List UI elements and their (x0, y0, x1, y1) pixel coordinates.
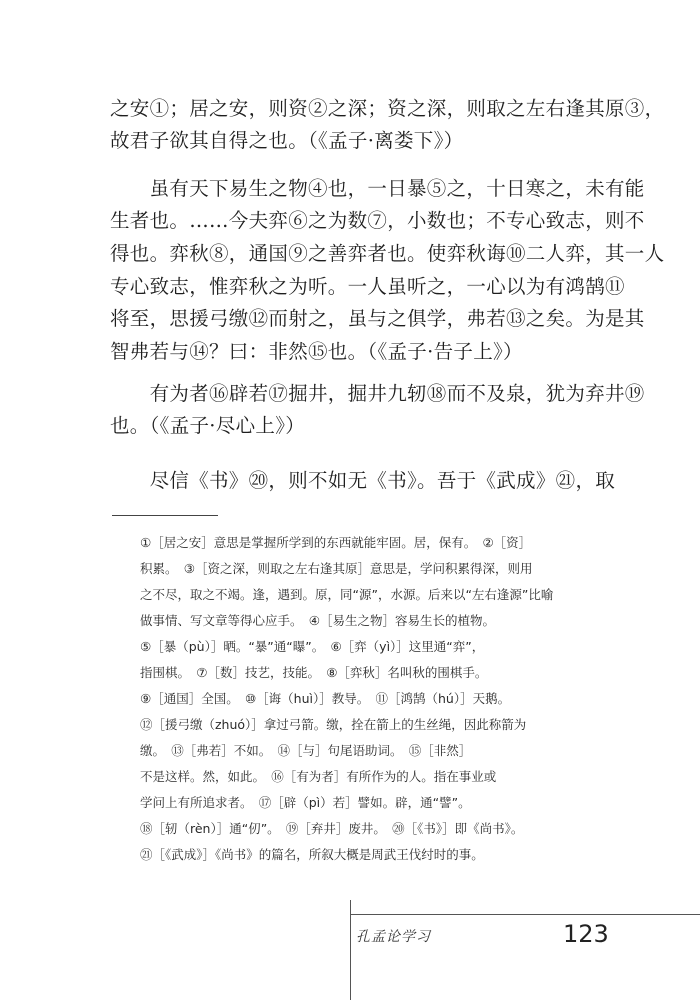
main-text-line: 也。（《孟子·尽心上》） (110, 414, 306, 437)
footnote-line: 积累。 ③［资之深，则取之左右逢其原］意思是，学问积累得深，则用 (140, 561, 533, 576)
main-text-line: 之安①；居之安，则资②之深；资之深，则取之左右逢其原③， (110, 97, 665, 120)
footer-horizontal-rule (350, 914, 700, 915)
footer-vertical-rule (350, 900, 351, 1000)
main-text-line: 专心致志，惟弈秋之为听。一人虽听之，一心以为有鸿鹄⑪ (110, 275, 625, 298)
main-text-line: 得也。弈秋⑧，通国⑨之善弈者也。使弈秋诲⑩二人弈，其一人 (110, 242, 665, 265)
footnote-line: ㉑［《武成》］《尚书》的篇名，所叙大概是周武王伐纣时的事。 (140, 847, 484, 862)
main-text-line: 虽有天下易生之物④也，一日暴⑤之，十日寒之，未有能 (110, 177, 645, 200)
footnote-line: ①［居之安］意思是掌握所学到的东西就能牢固。居，保有。 ②［资］ (140, 535, 532, 550)
footnote-line: 不是这样。然，如此。 ⑯［有为者］有所作为的人。指在事业或 (140, 769, 497, 784)
footnote-line: ⑱［轫（rèn）］通“仞”。 ⑲［弃井］废井。 ⑳［《书》］即《尚书》。 (140, 821, 524, 836)
main-text-line: 生者也。……今夫弈⑥之为数⑦，小数也；不专心致志，则不 (110, 209, 645, 232)
footnote-line: 之不尽，取之不竭。逢，遇到。原，同“源”，水源。后来以“左右逢源”比喻 (140, 587, 554, 602)
main-text-line: 将至，思援弓缴⑫而射之，虽与之俱学，弗若⑬之矣。为是其 (110, 307, 645, 330)
page-number: 123 (563, 920, 609, 948)
main-text-line: 智弗若与⑭？曰：非然⑮也。（《孟子·告子上》） (110, 340, 523, 363)
footnote-line: ⑨［通国］全国。 ⑩［诲（huì）］教导。 ⑪［鸿鹄（hú）］天鹅。 (140, 691, 511, 706)
footnote-line: 缴。 ⑬［弗若］不如。 ⑭［与］句尾语助词。 ⑮［非然］ (140, 743, 472, 758)
main-text-line: 故君子欲其自得之也。（《孟子·离娄下》） (110, 129, 464, 152)
running-title: 孔孟论学习 (356, 929, 431, 945)
footnote-line: 学问上有所追求者。 ⑰［辟（pì）若］譬如。辟，通“譬”。 (140, 795, 471, 810)
footnote-line: ⑫［援弓缴（zhuó）］拿过弓箭。缴，拴在箭上的生丝绳，因此称箭为 (140, 717, 527, 732)
footnote-line: ⑤［暴（pù）］晒。“暴”通“曝”。 ⑥［弈（yì）］这里通“弈”， (140, 639, 485, 654)
main-text-line: 尽信《书》⑳，则不如无《书》。吾于《武成》㉑，取 (110, 469, 616, 492)
footnote-line: 指围棋。 ⑦［数］技艺，技能。 ⑧［弈秋］名叫秋的围棋手。 (140, 665, 488, 680)
footnote-line: 做事情、写文章等得心应手。 ④［易生之物］容易生长的植物。 (140, 613, 495, 628)
main-text-line: 有为者⑯辟若⑰掘井，掘井九轫⑱而不及泉，犹为弃井⑲ (110, 382, 645, 405)
footnote-separator (112, 515, 218, 516)
